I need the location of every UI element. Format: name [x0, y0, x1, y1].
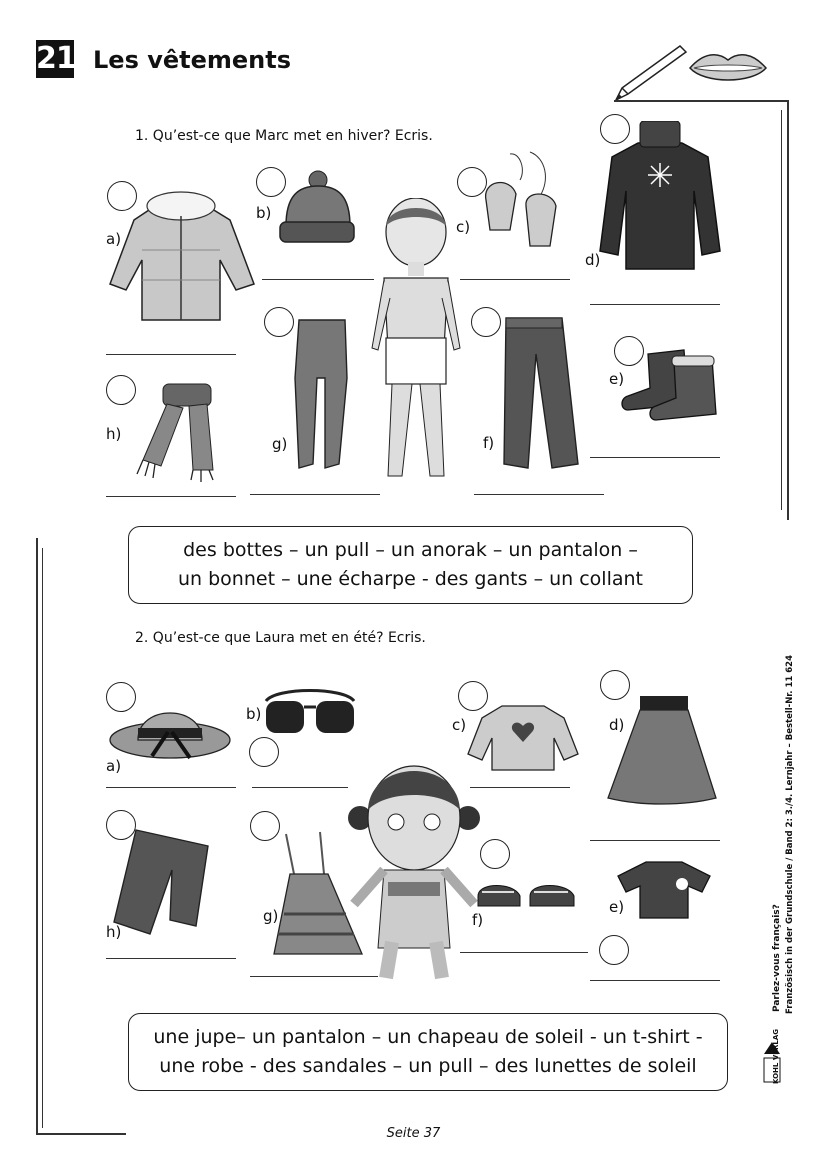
answer-circle-2f[interactable]: [480, 839, 510, 869]
answer-line-1g[interactable]: [250, 494, 380, 495]
answer-line-1a[interactable]: [106, 354, 236, 355]
question-1: 1. Qu’est-ce que Marc met en hiver? Ecris.: [135, 128, 433, 144]
sunhat-icon: [108, 694, 232, 764]
answer-circle-1f[interactable]: [471, 307, 501, 337]
label-2b: b): [246, 705, 262, 723]
girl-figure: [346, 758, 482, 980]
answer-line-2d[interactable]: [590, 840, 720, 841]
label-2f: f): [472, 911, 484, 929]
label-2a: a): [106, 757, 122, 775]
mouth-icon: [686, 48, 770, 88]
answer-line-2h[interactable]: [106, 958, 236, 959]
skirt-icon: [604, 694, 720, 806]
answer-line-2a[interactable]: [106, 787, 236, 788]
sweater-heart-icon: [466, 702, 580, 772]
frame-right-inner: [781, 110, 782, 510]
label-2e: e): [609, 898, 625, 916]
boots-icon: [618, 344, 722, 424]
trousers-icon: [500, 314, 580, 472]
word-box-1-line-2: un bonnet – une écharpe - des gants – un collant: [178, 568, 643, 590]
answer-line-1f[interactable]: [474, 494, 604, 495]
answer-line-2e[interactable]: [590, 980, 720, 981]
frame-left-inner: [42, 548, 43, 1128]
answer-line-1c[interactable]: [460, 279, 570, 280]
sidebar-book-info: Französisch in der Grundschule / Band 2: 3./4. Lernjahr – Bestell-Nr. 11 624: [785, 654, 795, 1014]
pencil-icon: [610, 40, 690, 106]
page-title: Les vêtements: [93, 46, 292, 74]
label-1a: a): [106, 230, 122, 248]
answer-line-1d[interactable]: [590, 304, 720, 305]
exercise-number: 21: [36, 41, 76, 76]
label-1g: g): [272, 435, 288, 453]
frame-right: [787, 100, 789, 520]
answer-line-2f[interactable]: [460, 952, 588, 953]
sunglasses-icon: [262, 683, 358, 739]
tshirt-icon: [614, 858, 714, 920]
answer-circle-2b[interactable]: [249, 737, 279, 767]
word-box-1-line-1: des bottes – un pull – un anorak – un pantalon –: [183, 539, 638, 561]
label-1d: d): [585, 251, 601, 269]
answer-line-1h[interactable]: [106, 496, 236, 497]
label-2d: d): [609, 716, 625, 734]
label-1c: c): [456, 218, 471, 236]
label-2c: c): [452, 716, 467, 734]
answer-circle-1h[interactable]: [106, 375, 136, 405]
scarf-icon: [133, 382, 233, 482]
sandals-icon: [474, 878, 578, 912]
label-1f: f): [483, 434, 495, 452]
pullover-icon: [598, 121, 722, 273]
label-1b: b): [256, 204, 272, 222]
frame-left: [36, 538, 38, 1134]
tights-icon: [289, 318, 353, 472]
publisher-name: KOHL VERLAG: [772, 1028, 780, 1084]
answer-circle-2e[interactable]: [599, 935, 629, 965]
word-box-2: [128, 1013, 728, 1091]
shorts-trousers-icon: [110, 826, 210, 938]
label-1h: h): [106, 425, 122, 443]
frame-top: [614, 100, 788, 102]
word-box-2-line-1: une jupe– un pantalon – un chapeau de soleil - un t-shirt -: [153, 1026, 703, 1048]
answer-line-1e[interactable]: [590, 457, 720, 458]
bonnet-icon: [278, 170, 356, 244]
boy-figure: [366, 198, 464, 482]
label-1e: e): [609, 370, 625, 388]
question-2: 2. Qu’est-ce que Laura met en été? Ecris.: [135, 630, 426, 646]
answer-line-2b[interactable]: [252, 787, 348, 788]
sidebar-series-title: Parlez-vous français?: [772, 904, 782, 1012]
label-2h: h): [106, 923, 122, 941]
word-box-1: [128, 526, 693, 604]
anorak-icon: [108, 180, 256, 326]
word-box-2-line-2: une robe - des sandales – un pull – des lunettes de soleil: [159, 1055, 697, 1077]
answer-line-2c[interactable]: [470, 787, 570, 788]
page-number: Seite 37: [386, 1126, 441, 1141]
gloves-icon: [480, 150, 566, 250]
label-2g: g): [263, 907, 279, 925]
answer-line-1b[interactable]: [262, 279, 374, 280]
